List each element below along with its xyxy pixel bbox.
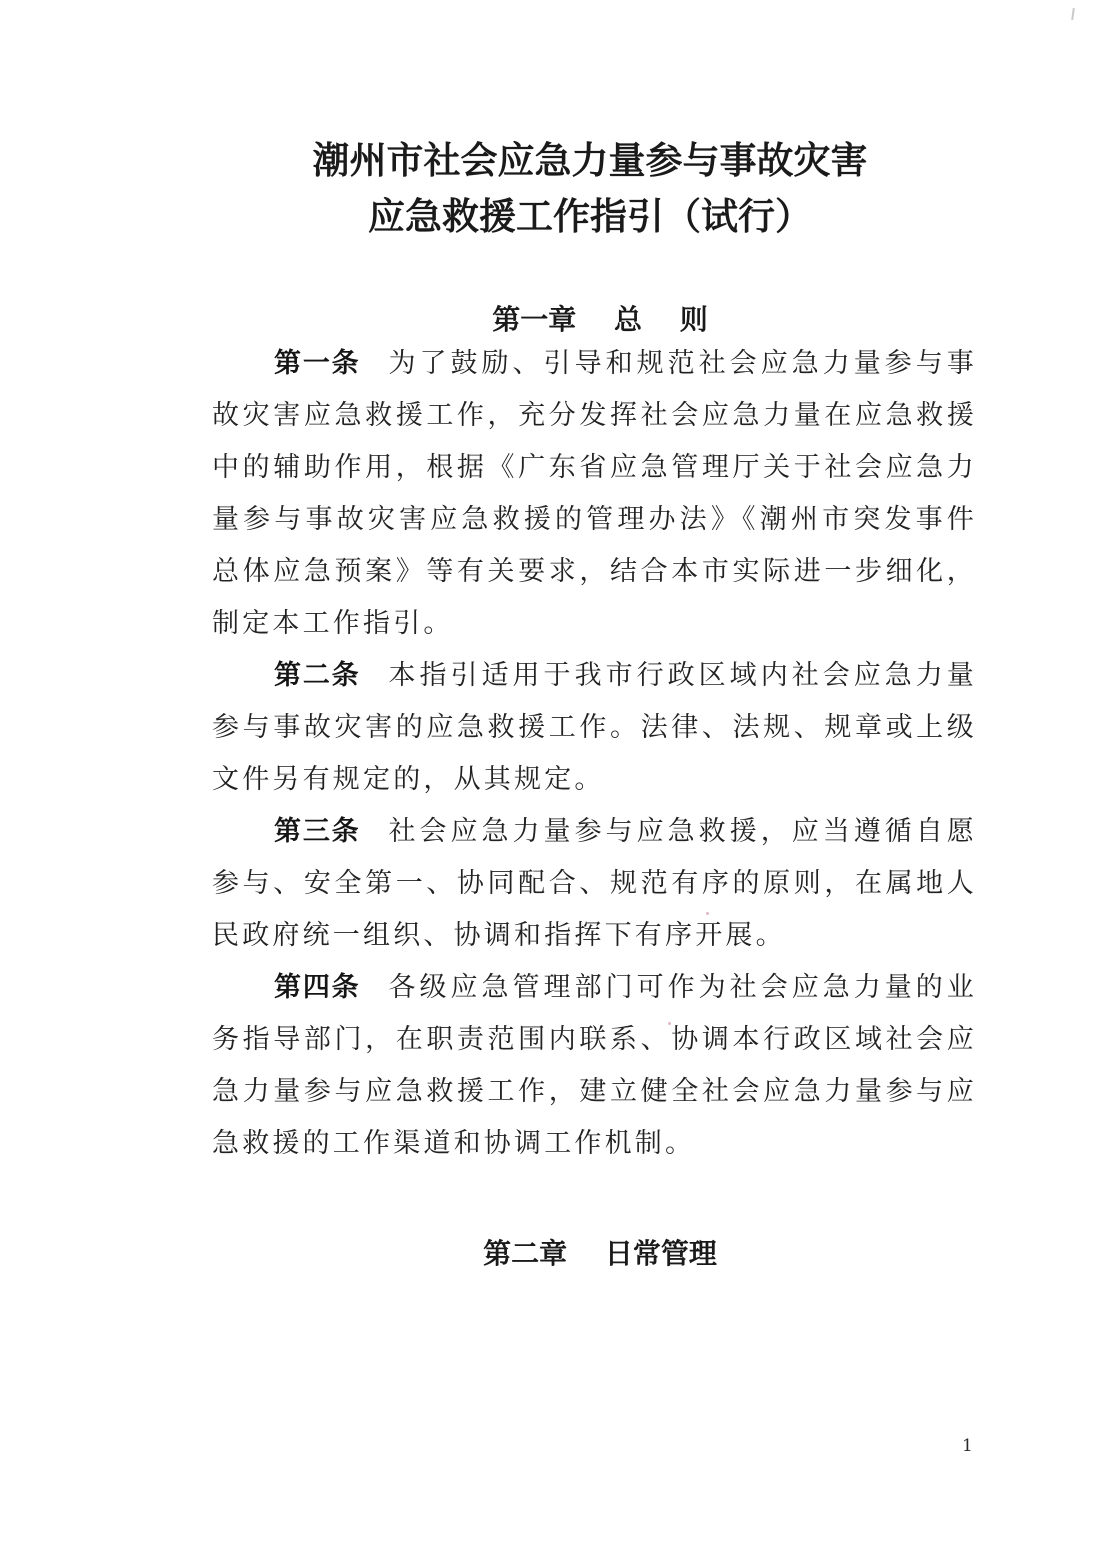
article-text: 本指引适用于我市行政区域内社会应急力量参与事故灾害的应急救援工作。法律、法规、规章或上级文件另有规定的，从其规定。	[212, 660, 977, 795]
article-heading: 第三条	[274, 816, 361, 847]
article-heading: 第一条	[274, 348, 361, 379]
article-2	[212, 650, 977, 806]
article-heading: 第四条	[274, 972, 361, 1003]
article-4	[212, 962, 977, 1170]
article-text: 社会应急力量参与应急救援，应当遵循自愿参与、安全第一、协同配合、规范有序的原则，在属地人民政府统一组织、协调和指挥下有序开展。	[212, 816, 977, 951]
page-number: 1	[962, 1436, 973, 1456]
article-1	[212, 338, 977, 650]
article-text: 为了鼓励、引导和规范社会应急力量参与事故灾害应急救援工作，充分发挥社会应急力量在应急救援中的辅助作用，根据《广东省应急管理厅关于社会应急力量参与事故灾害应急救援的管理办法》《潮州市突发事件总体应急预案》等有关要求，结合本市实际进一步细化，制定本工作指引。	[212, 348, 977, 639]
article-3	[212, 806, 977, 962]
article-heading: 第二条	[274, 660, 361, 691]
document-title-line2: 应急救援工作指引（试行）	[368, 194, 812, 238]
document-title-line1: 潮州市社会应急力量参与事故灾害	[312, 138, 868, 182]
article-text: 各级应急管理部门可作为社会应急力量的业务指导部门，在职责范围内联系、协调本行政区域社会应急力量参与应急救援工作，建立健全社会应急力量参与应急救援的工作渠道和协调工作机制。	[212, 972, 977, 1159]
scan-artifact	[1071, 8, 1075, 20]
chapter-heading-2: 第二章 日常管理	[483, 1237, 717, 1270]
chapter-heading-1: 第一章 总 则	[492, 303, 708, 336]
